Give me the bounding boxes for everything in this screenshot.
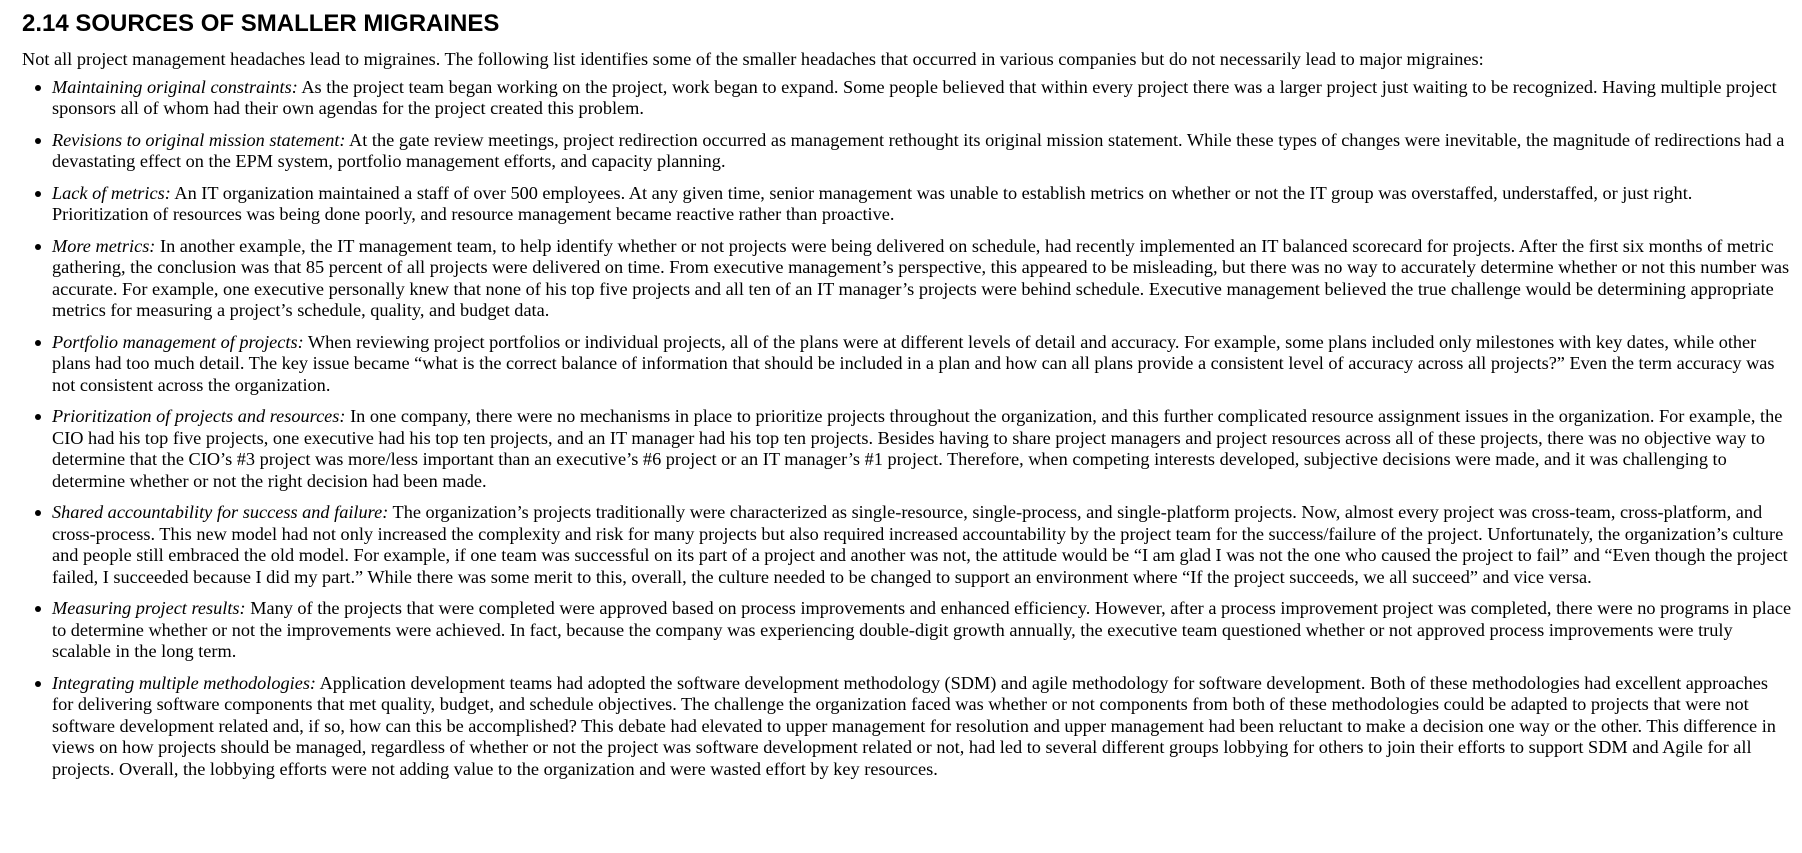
- item-text: An IT organization maintained a staff of over 500 employees. At any given time, senior management was unable to establish metrics on whether or not the IT group was overstaffed, understaffed, or just right. Prioritization of resources was being done poorly, and resource management became reactive rather than proactive.: [52, 182, 1693, 224]
- item-text: In another example, the IT management team, to help identify whether or not projects were being delivered on schedule, had recently implemented an IT balanced scorecard for projects. After the first six months of metric gathering, the conclusion was that 85 percent of all projects were delivered on time. From executive management’s perspective, this appeared to be misleading, but there was no way to accurately determine whether or not this number was accurate. For example, one executive personally knew that none of his top five projects and all ten of an IT manager’s projects were behind schedule. Executive management believed the true challenge would be determining appropriate metrics for measuring a project’s schedule, quality, and budget data.: [52, 235, 1790, 320]
- bullet-item-maintaining-constraints: [22, 77, 1792, 120]
- bullet-item-prioritization: [22, 406, 1792, 492]
- intro-paragraph: Not all project management headaches lead to migraines. The following list identifies some of the smaller headaches that occurred in various companies but do not necessarily lead to major migraines:: [22, 49, 1484, 69]
- bullet-icon: [35, 244, 41, 250]
- item-text: In one company, there were no mechanisms in place to prioritize projects throughout the organization, and this further complicated resource assignment issues in the organization. For example, the CIO had his top five projects, one executive had his top ten projects, and an IT manager had his top ten projects. Besides having to share project managers and project resources across all of these projects, there was no objective way to determine that the CIO’s #3 project was more/less important than an executive’s #6 project or an IT manager’s #1 project. Therefore, when competing interests developed, subjective decisions were made, and it was challenging to determine whether or not the right decision had been made.: [52, 406, 1783, 491]
- bullet-icon: [35, 510, 41, 516]
- item-text: Application development teams had adopted the software development methodology (SDM) and agile methodology for software development. Both of these methodologies had excellent approaches for delivering software components that met quality, budget, and schedule objectives. The challenge the organization faced was whether or not components from both of these methodologies could be adapted to projects that were not software development related and, if so, how can this be accomplished? This debate had elevated to upper management for resolution and upper management had been reluctant to make a decision one way or the other. This difference in views on how projects should be managed, regardless of whether or not the project was software development related or not, had led to several different groups lobbying for others to join their efforts to support SDM and Agile for all projects. Overall, the lobbying efforts were not adding value to the organization and were wasted effort by key resources.: [52, 672, 1776, 779]
- item-term: Shared accountability for success and failure:: [52, 502, 389, 522]
- bullet-icon: [35, 414, 41, 420]
- bullet-icon: [35, 138, 41, 144]
- bullet-icon: [35, 191, 41, 197]
- item-term: Portfolio management of projects:: [52, 331, 304, 352]
- bullet-icon: [35, 340, 41, 346]
- item-text: At the gate review meetings, project redirection occurred as management rethought its original mission statement. While these types of changes were inevitable, the magnitude of redirections had a devastating effect on the EPM system, portfolio management efforts, and capacity planning.: [52, 129, 1785, 171]
- item-term: Prioritization of projects and resources:: [52, 406, 346, 426]
- bullet-icon: [35, 85, 41, 91]
- bullet-item-shared-accountability: [22, 502, 1792, 588]
- bullet-item-portfolio-management: [22, 332, 1792, 397]
- bullet-item-more-metrics: [22, 236, 1792, 322]
- section-title: 2.14 SOURCES OF SMALLER MIGRAINES: [22, 10, 500, 37]
- item-text: The organization’s projects traditionally were characterized as single-resource, single-process, and single-platform projects. Now, almost every project was cross-team, cross-platform, and cross-process. This new model had not only increased the complexity and risk for many projects but also required increased accountability by the project team for the success/failure of the project. Unfortunately, the organization’s culture and people still embraced the old model. For example, if one team was successful on its part of a project and another was not, the attitude would be “I am glad I was not the one who caused the project to fail” and “Even though the project failed, I succeeded because I did my part.” While there was some merit to this, overall, the culture needed to be changed to support an environment where “If the project succeeds, we all succeed” and vice versa.: [52, 502, 1788, 587]
- bullet-icon: [35, 606, 41, 612]
- item-term: Revisions to original mission statement:: [52, 129, 346, 150]
- item-term: More metrics:: [52, 235, 156, 256]
- bullet-item-lack-of-metrics: [22, 183, 1792, 226]
- item-term: Lack of metrics:: [52, 182, 171, 203]
- bullet-item-revisions-mission-statement: [22, 130, 1792, 173]
- bullet-icon: [35, 681, 41, 687]
- item-term: Measuring project results:: [52, 598, 246, 618]
- item-text: Many of the projects that were completed were approved based on process improvements and enhanced efficiency. However, after a process improvement project was completed, there were no programs in place to determine whether or not the improvements were achieved. In fact, because the company was experiencing double-digit growth annually, the executive team questioned whether or not approved process improvements were truly scalable in the long term.: [52, 598, 1792, 661]
- bullet-item-integrating-methodologies: [22, 673, 1792, 781]
- item-term: Maintaining original constraints:: [52, 76, 298, 97]
- item-text: As the project team began working on the project, work began to expand. Some people believed that within every project there was a larger project just waiting to be recognized. Having multiple project sponsors all of whom had their own agendas for the project created this problem.: [52, 76, 1777, 118]
- item-term: Integrating multiple methodologies:: [52, 672, 317, 693]
- item-text: When reviewing project portfolios or individual projects, all of the plans were at different levels of detail and accuracy. For example, some plans included only milestones with key dates, while other plans had too much detail. The key issue became “what is the correct balance of information that should be included in a plan and how can all plans provide a consistent level of accuracy across all projects?” Even the term accuracy was not consistent across the organization.: [52, 331, 1775, 395]
- bullet-list: [22, 77, 1792, 781]
- bullet-item-measuring-results: [22, 598, 1792, 663]
